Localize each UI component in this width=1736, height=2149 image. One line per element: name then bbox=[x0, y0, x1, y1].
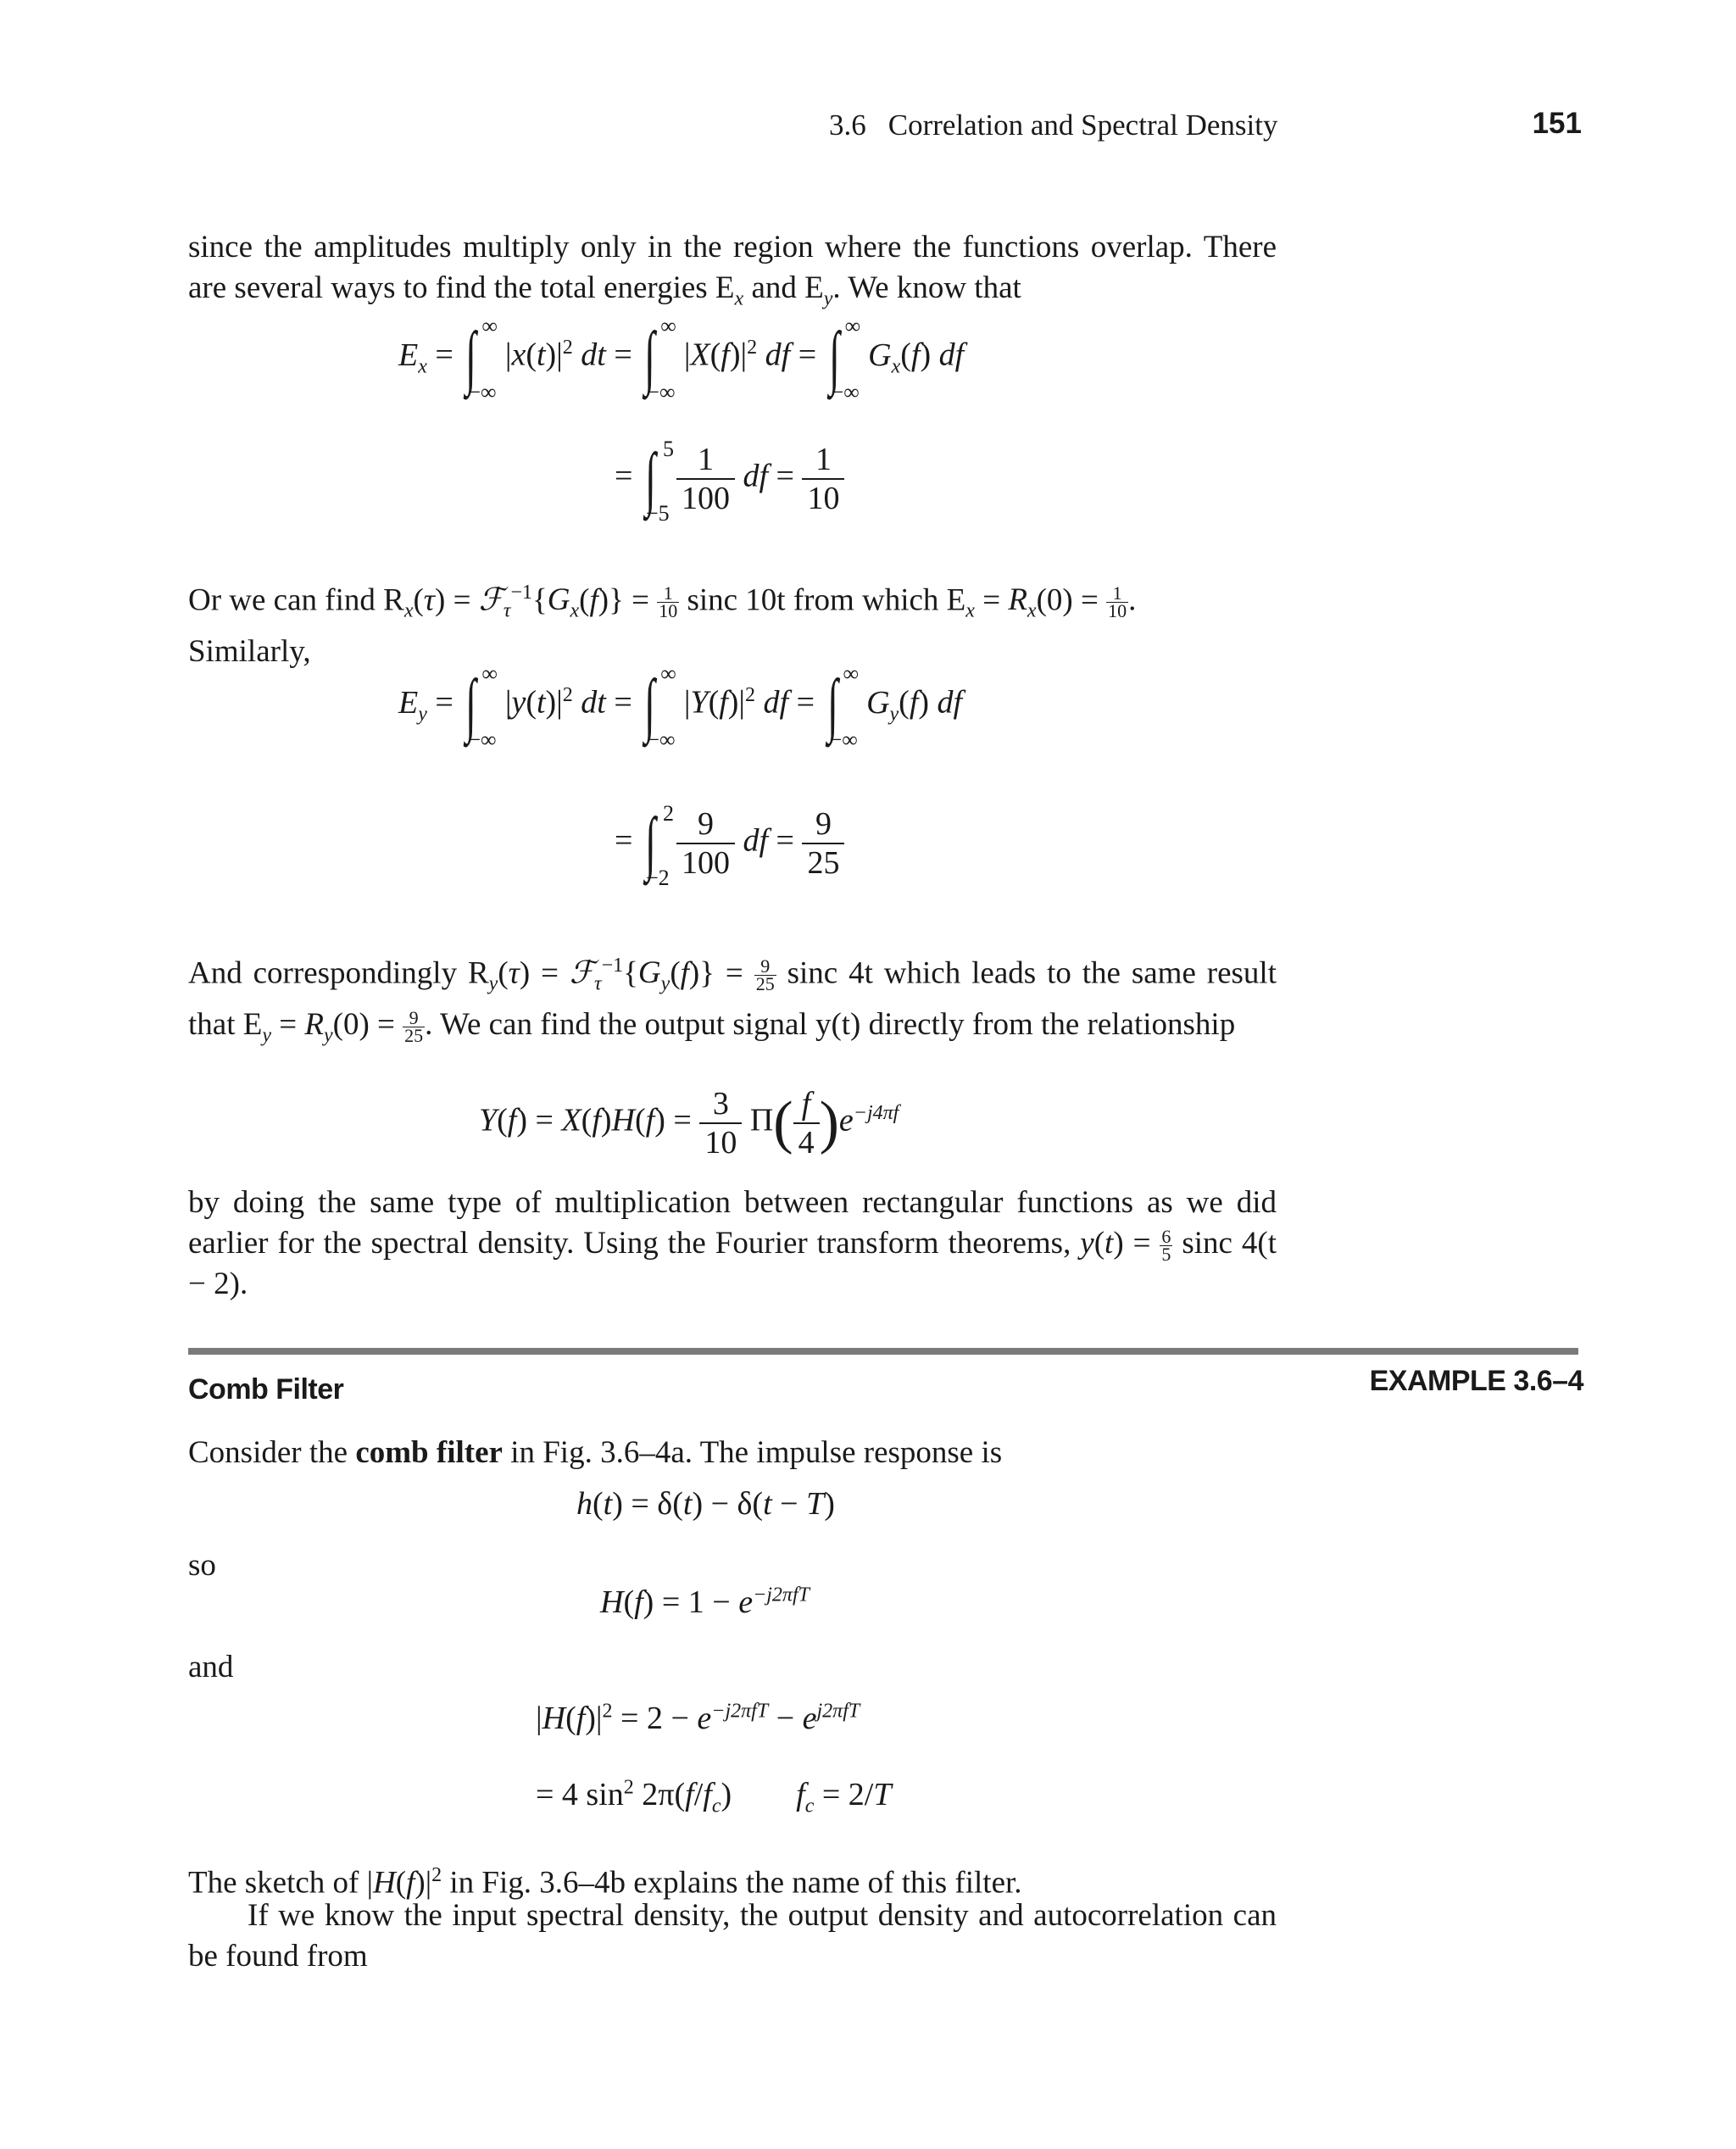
section-number: 3.6 bbox=[829, 109, 866, 142]
equation-h2-line2: = 4 $\sin^2 2\pi(f/f_c)$ $f_c = 2/T$ bbox=[536, 1776, 892, 1818]
section-title: Correlation and Spectral Density bbox=[887, 109, 1278, 142]
page-number: 151 bbox=[1532, 107, 1582, 140]
equation-yf: Y(f) = X(f)H(f) = $\frac{3}{10}$ Π( $\frac{f}{4}$ )$e^{-j4\pi f}$ bbox=[479, 1086, 899, 1161]
paragraph-output: by doing the same type of multiplication between rectangular functions as we did earlier for the spectral density. Using the Fourier transform theorems, y(t) = $\frac{6}{5}$ sinc 4(t − 2). bbox=[188, 1185, 1277, 1301]
equation-ex-line1: $E_x$ = ∫ ∞ −∞ $|x(t)|^2$ dt = ∫ ∞ −∞ $|X(f)|^2$ df = ∫ ∞ −∞ $G_x(f)$ df bbox=[398, 314, 965, 404]
equation-h2-line1: $|H(f)|^2 = 2 - e^{-j2\pi fT} - e^{j2\pi fT}$ bbox=[536, 1700, 860, 1736]
paragraph-rx: Or we can find $R_x(\tau)$ = $ℱ_\tau^{-1}\{G_x(f)\}$ = $\frac{1}{10}$ sinc 10t from which $E_x = R_x(0)$ = $\frac{1}{10}$ . Similarly, bbox=[188, 582, 1137, 669]
equation-ey-line1: $E_y$ = ∫ ∞ −∞ $|y(t)|^2$ dt = ∫ ∞ −∞ $|Y(f)|^2$ df = ∫ ∞ −∞ $G_y(f)$ df bbox=[398, 661, 963, 752]
example-divider bbox=[188, 1348, 1578, 1355]
running-head bbox=[829, 109, 1277, 142]
paragraph-comb: Consider the comb filter in Fig. 3.6–4a. The impulse response is bbox=[188, 1435, 1003, 1470]
paragraph-sketch: The sketch of $|H(f)|^2$ in Fig. 3.6–4b explains the name of this filter. bbox=[188, 1864, 1022, 1901]
equation-hf: $H(f) = 1 - e^{-j2\pi fT}$ bbox=[600, 1584, 810, 1620]
example-label: EXAMPLE 3.6–4 bbox=[1369, 1365, 1583, 1397]
word-so: so bbox=[188, 1548, 216, 1583]
paragraph-ry: And correspondingly $R_y(\tau)$ = $ℱ_\tau^{-1}\{G_y(f)\}$ = $\frac{9}{25}$ sinc 4t which leads to the same result that $E_y = R_y(0)$ = $\frac{9}{25}$ . We can find the output signal y(t) directly from the relationship bbox=[188, 955, 1277, 1047]
word-and: and bbox=[188, 1650, 234, 1684]
equation-ey-line2: = ∫ 2 −2 $\frac{9}{100}$ df = $\frac{9}{25}$ bbox=[615, 805, 844, 882]
equation-ht: h(t) = δ(t) − δ(t − T) bbox=[576, 1486, 835, 1522]
paragraph-spectral: If we know the input spectral density, the output density and autocorrelation can be found from bbox=[188, 1898, 1277, 1974]
equation-ex-line2: = ∫ 5 −5 $\frac{1}{100}$ df = $\frac{1}{10}$ bbox=[615, 441, 844, 517]
paragraph-intro: since the amplitudes multiply only in the region where the functions overlap. There are several ways to find the total energies $E_x$ and $E_y$. We know that bbox=[188, 230, 1277, 310]
example-title: Comb Filter bbox=[188, 1373, 344, 1406]
